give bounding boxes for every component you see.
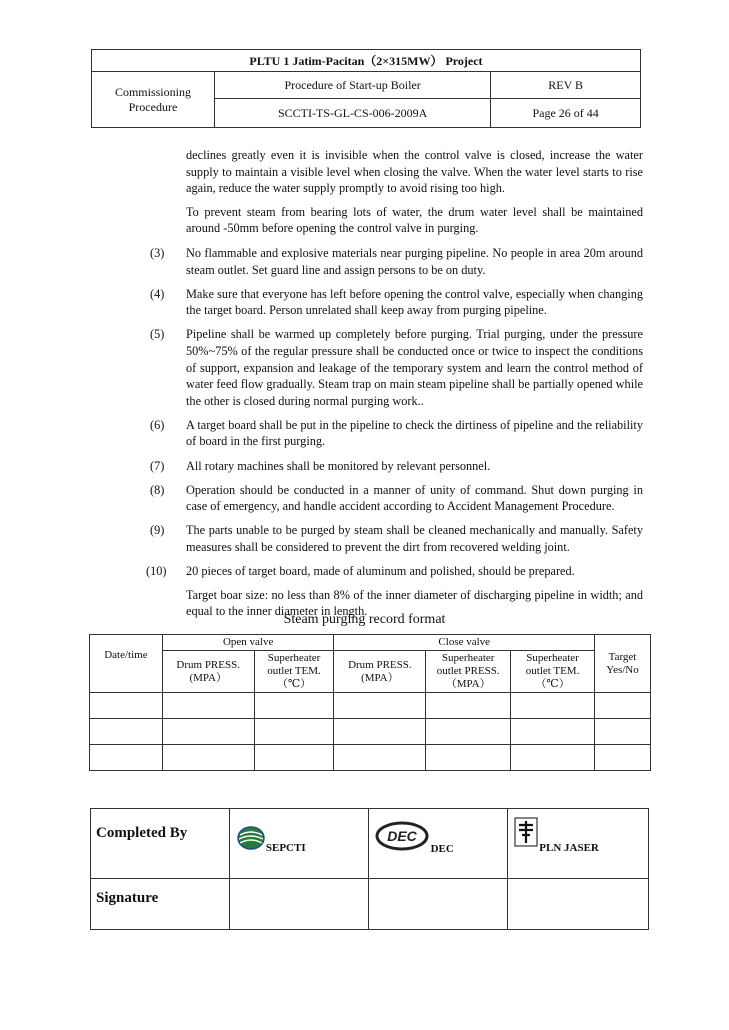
list-item [150,417,643,450]
table-cell[interactable] [426,745,511,771]
table-cell[interactable] [254,693,334,719]
open-superheater-temp-header: Superheater outlet TEM.（℃） [254,651,334,693]
signoff-table [90,808,649,930]
list-number: (5) [150,327,165,342]
close-valve-header: Close valve [334,635,595,651]
document-header [91,49,641,128]
table-row [90,693,651,719]
table-cell[interactable] [334,719,426,745]
org-pln-jaser [508,809,649,879]
table-row [90,745,651,771]
signature-label: Signature [91,879,230,930]
record-table-title: Steam purging record format [283,612,446,627]
open-valve-header: Open valve [162,635,334,651]
signature-cell-dec[interactable] [368,879,508,930]
close-superheater-temp-header: Superheater outlet TEM.（℃） [511,651,595,693]
table-cell[interactable] [595,719,651,745]
list-text: 20 pieces of target board, made of aluminum and polished, should be prepared. [186,563,575,578]
table-cell[interactable] [90,693,163,719]
list-number: (7) [150,458,165,473]
table-cell[interactable] [90,719,163,745]
table-cell[interactable] [511,745,595,771]
close-superheater-pressure-header: Superheater outlet PRESS.（MPA） [426,651,511,693]
pln-jaser-name: PLN JASER [539,842,599,854]
table-cell[interactable] [511,719,595,745]
project-title: PLTU 1 Jatim-Pacitan（2×315MW） Project [92,50,641,72]
table-cell[interactable] [334,693,426,719]
org-sepcti [229,809,368,879]
commissioning-procedure-label: Commissioning Procedure [92,72,215,128]
list-number: (8) [150,482,165,497]
table-cell[interactable] [162,719,254,745]
list-number: (6) [150,417,165,432]
table-cell[interactable] [334,745,426,771]
completed-by-label: Completed By [91,809,230,879]
table-cell[interactable] [426,719,511,745]
table-cell[interactable] [426,693,511,719]
list-text: The parts unable to be purged by steam shall be cleaned mechanically and manually. Safety measures shall be considered to prevent the dirt from recovered welding joint. [186,523,643,554]
list-text: No flammable and explosive materials near purging pipeline. No people in area 20m around steam outlet. Set guard line and assign persons to be on duty. [186,245,643,277]
signature-cell-pln[interactable] [508,879,649,930]
dec-name: DEC [430,843,454,855]
list-text: A target board shall be put in the pipeline to check the dirtiness of pipeline and the reliability of board in the first purging. [186,417,643,449]
table-cell[interactable] [90,745,163,771]
table-cell[interactable] [254,719,334,745]
table-cell[interactable] [162,693,254,719]
list-text: Make sure that everyone has left before opening the control valve, especially when changing the target board. Person unrelated shall keep away from purging pipeline. [186,286,643,318]
list-number: (10) [146,563,167,578]
list-text: Operation should be conducted in a manner of unity of command. Shut down purging in case of emergency, and handle accident according to Accident Management Procedure. [186,482,643,514]
table-cell[interactable] [162,745,254,771]
sepcti-logo-icon [236,825,266,851]
close-drum-pressure-header: Drum PRESS.(MPA） [334,651,426,693]
procedure-body [146,147,643,627]
table-cell[interactable] [254,745,334,771]
list-text-extra: Target boar size: no less than 8% of the inner diameter of discharging pipeline in width; and equal to the inner diameter in length. [186,587,643,619]
target-header: Target Yes/No [595,635,651,693]
list-number: (3) [150,245,165,260]
list-item [150,326,643,409]
dec-logo-text: DEC [386,828,417,844]
date-time-header: Date/time [90,635,163,693]
list-item [150,286,643,319]
table-cell[interactable] [595,693,651,719]
list-item [150,458,643,475]
page-number: Page 26 of 44 [491,99,641,128]
steam-purging-record-table [89,634,651,771]
document-number: SCCTI-TS-GL-CS-006-2009A [214,99,490,128]
continuation-paragraph: To prevent steam from bearing lots of water, the drum water level shall be maintained around -50mm before opening the control valve in purging. [186,204,643,236]
revision: REV B [491,72,641,99]
table-row [90,719,651,745]
list-item [150,482,643,515]
open-drum-pressure-header: Drum PRESS.(MPA） [162,651,254,693]
list-item [150,522,643,555]
pln-logo-icon [514,817,538,847]
list-number: (4) [150,286,165,301]
sepcti-name: SEPCTI [265,842,306,854]
list-text: Pipeline shall be warmed up completely before purging. Trial purging, under the pressure 50%~75% of the regular pressure shall be conducted once or twice to inspect the conditions of support, expansion and leakage of the temporary system and learn the control method of water feed flow gradually. Steam trap on main steam pipeline shall be partially opened while the other is closed during normal purging work.. [186,327,643,408]
continuation-paragraph: declines greatly even it is invisible when the control valve is closed, increase the water supply to maintain a visible level when closing the valve. When the water level starts to rise again, reduce the water supply promptly to avoid rising too high. [186,148,643,196]
list-item [150,245,643,278]
list-text: All rotary machines shall be monitored by relevant personnel. [186,458,491,473]
procedure-title: Procedure of Start-up Boiler [214,72,490,99]
dec-logo-icon [375,821,429,851]
table-cell[interactable] [511,693,595,719]
signature-cell-sepcti[interactable] [229,879,368,930]
table-cell[interactable] [595,745,651,771]
list-number: (9) [150,523,165,538]
org-dec [368,809,508,879]
